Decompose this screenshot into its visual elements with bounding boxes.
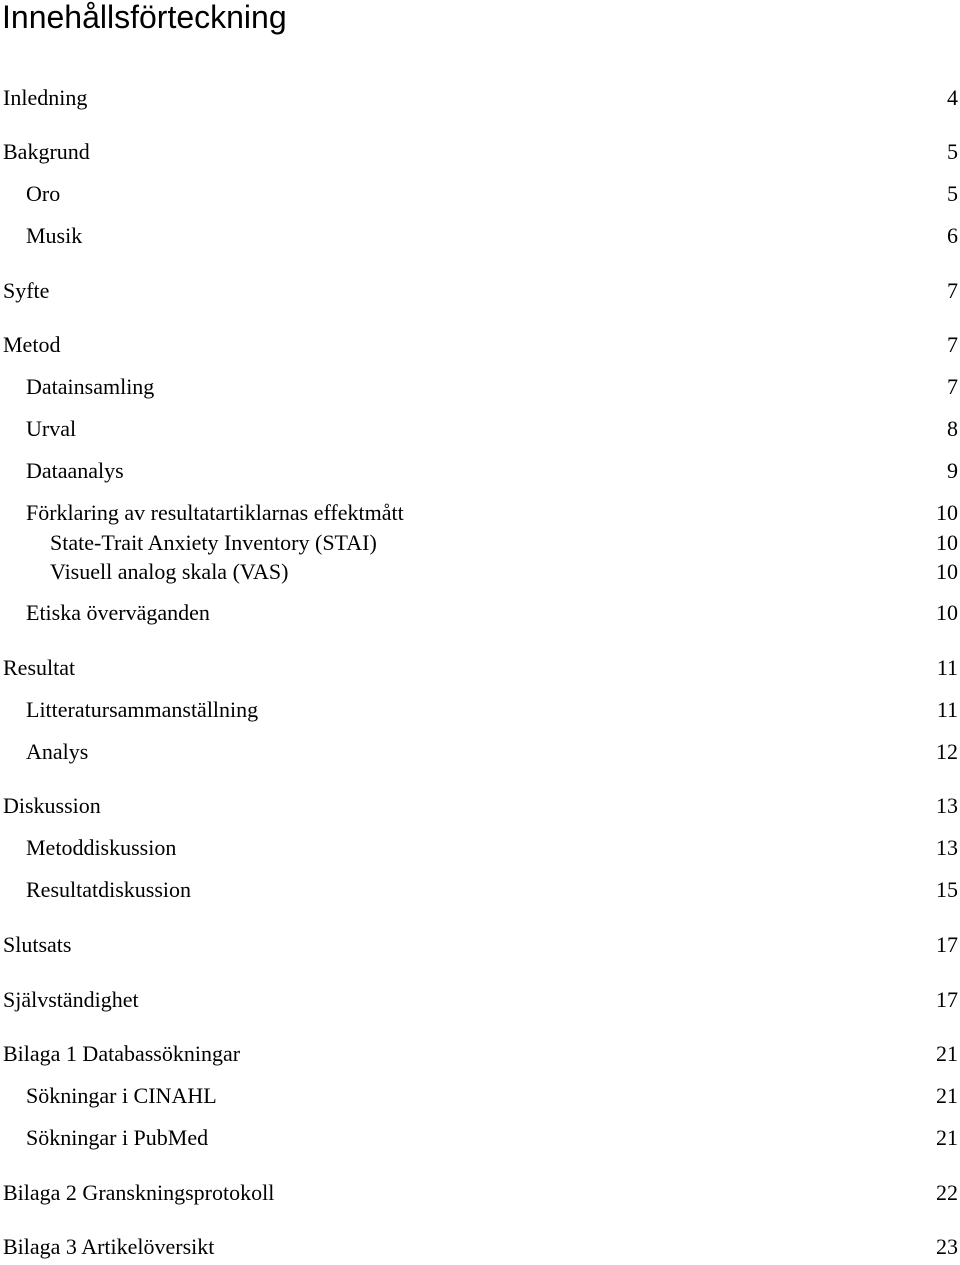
toc-entry-label: Bilaga 3 Artikelöversikt — [3, 1234, 215, 1259]
toc-entry[interactable] — [0, 987, 958, 1013]
toc-entry-page: 10 — [936, 600, 958, 625]
toc-entry[interactable] — [0, 697, 958, 723]
toc-entry-label: Etiska överväganden — [26, 600, 210, 625]
toc-entry-label: Diskussion — [3, 793, 101, 818]
toc-entry-page: 4 — [947, 85, 958, 110]
toc-entry-label: Metod — [3, 332, 61, 357]
toc-entry-label: Oro — [26, 181, 61, 206]
toc-entry-page: 23 — [936, 1234, 958, 1259]
toc-entry[interactable] — [0, 1180, 958, 1206]
toc-entry-page: 9 — [947, 458, 958, 483]
toc-entry-page: 21 — [936, 1125, 958, 1150]
toc-entry[interactable] — [0, 181, 958, 207]
toc-entry-label: Musik — [26, 223, 83, 248]
toc-entry[interactable] — [0, 458, 958, 484]
toc-entry-page: 21 — [936, 1083, 958, 1108]
toc-entry[interactable] — [0, 139, 958, 165]
toc-entry-label: Självständighet — [3, 987, 139, 1012]
toc-entry-label: Urval — [26, 416, 77, 441]
toc-entry-page: 17 — [936, 987, 958, 1012]
toc-entry[interactable] — [0, 739, 958, 765]
toc-entry-label: Dataanalys — [26, 458, 124, 483]
toc-entry-page: 6 — [947, 223, 958, 248]
toc-entry[interactable] — [0, 1083, 958, 1109]
page-title: Innehållsförteckning — [2, 0, 287, 35]
toc-entry-label: Resultat — [3, 655, 76, 680]
toc-entry-label: Analys — [26, 739, 89, 764]
toc-entry[interactable] — [0, 1041, 958, 1067]
toc-entry[interactable] — [0, 223, 958, 249]
toc-entry[interactable] — [0, 559, 958, 585]
toc-entry-label: Inledning — [3, 85, 88, 110]
toc-entry-page: 11 — [936, 697, 958, 722]
toc-entry-page: 13 — [936, 793, 958, 818]
toc-entry-page: 10 — [936, 530, 958, 555]
toc-entry[interactable] — [0, 932, 958, 958]
toc-entry-page: 7 — [947, 332, 958, 357]
toc-entry-page: 5 — [947, 181, 958, 206]
toc-entry-label: Sökningar i PubMed — [26, 1125, 209, 1150]
toc-entry-label: Visuell analog skala (VAS) — [50, 559, 289, 584]
toc-entry-label: Bakgrund — [3, 139, 90, 164]
toc-entry-label: Sökningar i CINAHL — [26, 1083, 217, 1108]
toc-entry[interactable] — [0, 332, 958, 358]
toc-entry-label: Slutsats — [3, 932, 72, 957]
toc-entry[interactable] — [0, 1125, 958, 1151]
toc-entry-label: State-Trait Anxiety Inventory (STAI) — [50, 530, 377, 555]
toc-entry-page: 21 — [936, 1041, 958, 1066]
toc-entry[interactable] — [0, 1234, 958, 1260]
toc-entry-page: 8 — [947, 416, 958, 441]
toc-entry-label: Syfte — [3, 278, 50, 303]
toc-entry[interactable] — [0, 500, 958, 526]
toc-entry[interactable] — [0, 278, 958, 304]
toc-entry[interactable] — [0, 793, 958, 819]
toc-entry-label: Litteratursammanställning — [26, 697, 259, 722]
toc-entry-page: 13 — [936, 835, 958, 860]
toc-entry[interactable] — [0, 877, 958, 903]
toc-entry-page: 10 — [936, 500, 958, 525]
toc-entry[interactable] — [0, 655, 958, 681]
toc-entry-page: 7 — [947, 374, 958, 399]
toc-entry-page: 17 — [936, 932, 958, 957]
toc-entry[interactable] — [0, 374, 958, 400]
toc-entry-label: Bilaga 1 Databassökningar — [3, 1041, 241, 1066]
toc-entry-page: 15 — [936, 877, 958, 902]
toc-entry[interactable] — [0, 530, 958, 556]
toc-entry[interactable] — [0, 600, 958, 626]
toc-entry-label: Resultatdiskussion — [26, 877, 192, 902]
toc-entry-page: 11 — [936, 655, 958, 680]
toc-entry-page: 5 — [947, 139, 958, 164]
toc-entry-label: Bilaga 2 Granskningsprotokoll — [3, 1180, 275, 1205]
toc-entry-page: 10 — [936, 559, 958, 584]
toc-entry-label: Förklaring av resultatartiklarnas effektmått — [26, 500, 404, 525]
toc-entry[interactable] — [0, 835, 958, 861]
toc-entry-page: 7 — [947, 278, 958, 303]
toc-entry-label: Datainsamling — [26, 374, 155, 399]
toc-entry-page: 22 — [936, 1180, 958, 1205]
toc-entry-page: 12 — [936, 739, 958, 764]
toc-entry[interactable] — [0, 85, 958, 111]
toc-entry[interactable] — [0, 416, 958, 442]
toc-entry-label: Metoddiskussion — [26, 835, 177, 860]
